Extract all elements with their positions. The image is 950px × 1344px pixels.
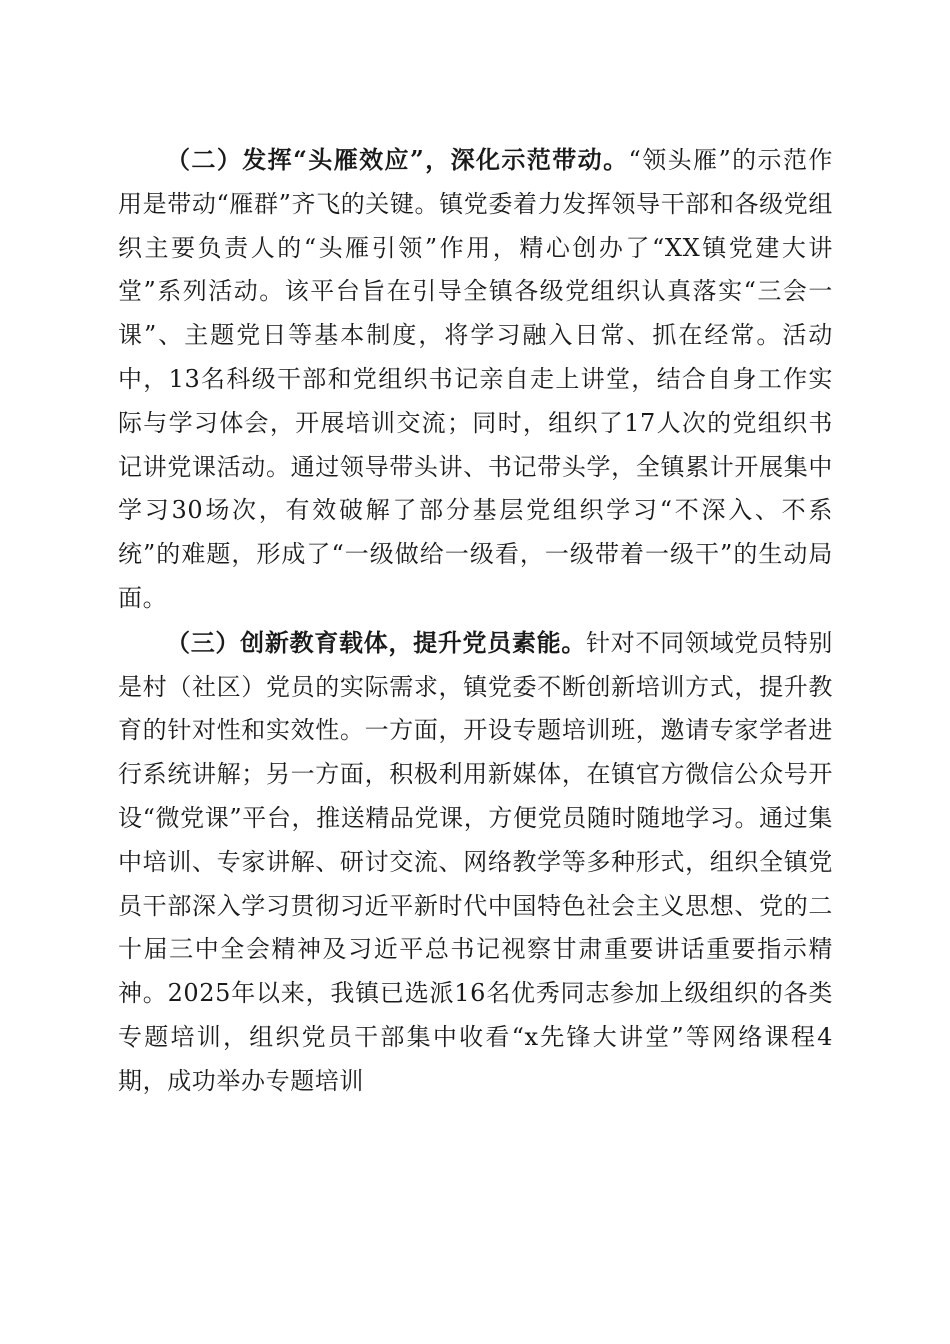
paragraph-2-heading: （二）发挥“头雁效应”，深化示范带动。: [166, 145, 629, 174]
paragraph-2-text: “领头雁”的示范作用是带动“雁群”齐飞的关键。镇党委着力发挥领导干部和各级党组织主要负责人的“头雁引领”作用，精心创办了“XX镇党建大讲堂”系列活动。该平台旨在引导全镇各级党组织认真落实“三会一课”、主题党日等基本制度，将学习融入日常、抓在经常。活动中，13名科级干部和党组织书记亲自走上讲堂，结合自身工作实际与学习体会，开展培训交流；同时，组织了17人次的党组织书记讲党课活动。通过领导带头讲、书记带头学，全镇累计开展集中学习30场次，有效破解了部分基层党组织学习“不深入、不系统”的难题，形成了“一级做给一级看，一级带着一级干”的生动局面。: [118, 146, 833, 612]
paragraph-3-text: 针对不同领域党员特别是村（社区）党员的实际需求，镇党委不断创新培训方式，提升教育的针对性和实效性。一方面，开设专题培训班，邀请专家学者进行系统讲解；另一方面，积极利用新媒体，在镇官方微信公众号开设“微党课”平台，推送精品党课，方便党员随时随地学习。通过集中培训、专家讲解、研讨交流、网络教学等多种形式，组织全镇党员干部深入学习贯彻习近平新时代中国特色社会主义思想、党的二十届三中全会精神及习近平总书记视察甘肃重要讲话重要指示精神。2025年以来，我镇已选派16名优秀同志参加上级组织的各类专题培训，组织党员干部集中收看“x先锋大讲堂”等网络课程4期，成功举办专题培训: [118, 628, 833, 1095]
document-body: [118, 138, 833, 1104]
paragraph-3: [118, 621, 833, 1104]
paragraph-3-heading: （三）创新教育载体，提升党员素能。: [166, 627, 587, 657]
paragraph-2: [118, 138, 833, 621]
